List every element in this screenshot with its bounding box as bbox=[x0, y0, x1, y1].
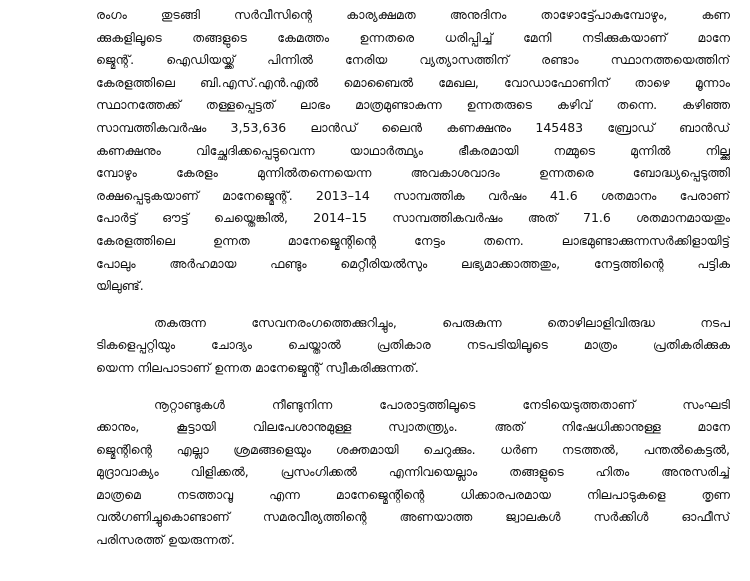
text-line: ജ്മെന്റിന്റെ എല്ലാ ശ്രമങ്ങളെയും ശക്തമായി ചെറുക്കും. ധർണ നടത്തൽ, പന്തൽകെട്ടൽ, bbox=[96, 441, 730, 457]
paragraph-2 bbox=[96, 312, 730, 380]
text-line: ജ്മെന്റ്. ഐഡിയയ്ക്ക് പിന്നിൽ നേരിയ വ്യത്യാസത്തിന് രണ്ടാം സ്ഥാനത്തയെത്തിന് bbox=[96, 52, 730, 68]
text-line: മാത്രമെ നടത്താവൂ എന്ന മാനേജ്മെന്റിന്റെ ധിക്കാരപരമായ നിലപാടുകളെ തൃണ bbox=[96, 486, 730, 502]
text-line: പോർട്ട് ഔട്ട് ചെയ്തെങ്കിൽ, 2014–15 സാമ്പത്തികവർഷം അത് 71.6 ശതമാനമായതും bbox=[96, 210, 730, 226]
text-line: യെന്ന നിലപാടാണ് ഉന്നത മാനേജ്മെന്റ് സ്വീകരിക്കുന്നത്. bbox=[96, 359, 419, 375]
text-line: സ്ഥാനത്തേക്ക് തള്ളപ്പെട്ടത് ലാഭം മാത്രമുണ്ടാകുന്ന ഉന്നതരുടെ കഴിവ് തന്നെ. കഴിഞ്ഞ bbox=[96, 97, 730, 113]
text-line: പോലും അർഹമായ ഫണ്ടും മെറ്റീരിയൽസും ലഭ്യമാക്കാത്തതും, നേട്ടത്തിന്റെ പട്ടിക bbox=[96, 255, 730, 271]
paragraph-1 bbox=[96, 4, 730, 298]
text-line: സാമ്പത്തികവർഷം 3,53,636 ലാൻഡ് ലൈൻ കണക്ഷനും 145483 ബ്രോഡ് ബാൻഡ് bbox=[96, 119, 730, 135]
text-line: രംഗം തുടങ്ങി സർവീസിന്റെ കാര്യക്ഷമത അനുദിനം താഴോട്ട്പോകുമ്പോഴും, കണ bbox=[96, 7, 730, 22]
text-line: ക്കുകളിലൂടെ തങ്ങളുടെ കേമത്തം ഉന്നതരെ ധരിപ്പിച്ച് മേനി നടിക്കുകയാണ് മാനേ bbox=[96, 29, 730, 45]
text-line: കേരളത്തിലെ ബി.എസ്.എൻ.എൽ മൊബൈൽ മേഖല, വോഡാഫോണിന് താഴെ മൂന്നാം bbox=[96, 74, 730, 90]
text-line: മ്പോഴും കേരളം മുന്നിൽതന്നെയെന്ന അവകാശവാദം ഉന്നതരെ ബോദ്ധ്യപ്പെടുത്തി bbox=[96, 165, 730, 181]
paragraph-3 bbox=[96, 394, 730, 552]
text-line: കണക്ഷനും വിച്ഛേദിക്കപ്പെട്ടുവെന്ന യാഥാർത്ഥ്യം ഭീകരമായി നമ്മുടെ മുന്നിൽ നില്ക്കു bbox=[96, 142, 730, 158]
text-line: നൂറ്റാണ്ടുകൾ നീണ്ടുനിന്ന പോരാട്ടത്തിലൂടെ നേടിയെടുത്തതാണ് സംഘടി bbox=[154, 396, 730, 412]
text-line: ക്കാനും, കൂട്ടായി വിലപേശാനുമുള്ള സ്വാതന്ത്ര്യം. അത് നിഷേധിക്കാനുള്ള മാനേ bbox=[96, 419, 730, 435]
text-line: മുദ്രാവാക്യം വിളിക്കൽ, പ്രസംഗിക്കൽ എന്നിവയെല്ലാം തങ്ങളുടെ ഹിതം അനുസരിച്ച് bbox=[96, 464, 730, 480]
text-line: വൽഗണിച്ചുകൊണ്ടാണ് സമരവീര്യത്തിന്റെ അണയാത്ത ജ്വാലകൾ സർക്കിൾ ഓഫീസ് bbox=[96, 509, 730, 525]
text-line: രക്ഷപ്പെടുകയാണ് മാനേജ്മെന്റ്. 2013–14 സാമ്പത്തിക വർഷം 41.6 ശതമാനം പേരാണ് bbox=[96, 187, 730, 203]
text-line: ടികളെപ്പറ്റിയും ചോദ്യം ചെയ്താൽ പ്രതികാര നടപടിയിലൂടെ മാത്രം പ്രതികരിക്കുക bbox=[96, 337, 730, 353]
text-line: പരിസരത്ത് ഉയരുന്നത്. bbox=[96, 532, 235, 548]
text-line: യിലുണ്ട്. bbox=[96, 278, 144, 294]
text-line: കേരളത്തിലെ ഉന്നത മാനേജ്മെന്റിന്റെ നേട്ടം തന്നെ. ലാഭമുണ്ടാക്കുന്നസർക്കിളായിട്ട് bbox=[96, 232, 730, 248]
text-line: തകരുന്ന സേവനരംഗത്തെക്കുറിച്ചും, പെരുകുന്ന തൊഴിലാളിവിരുദ്ധ നടപ bbox=[154, 314, 730, 330]
